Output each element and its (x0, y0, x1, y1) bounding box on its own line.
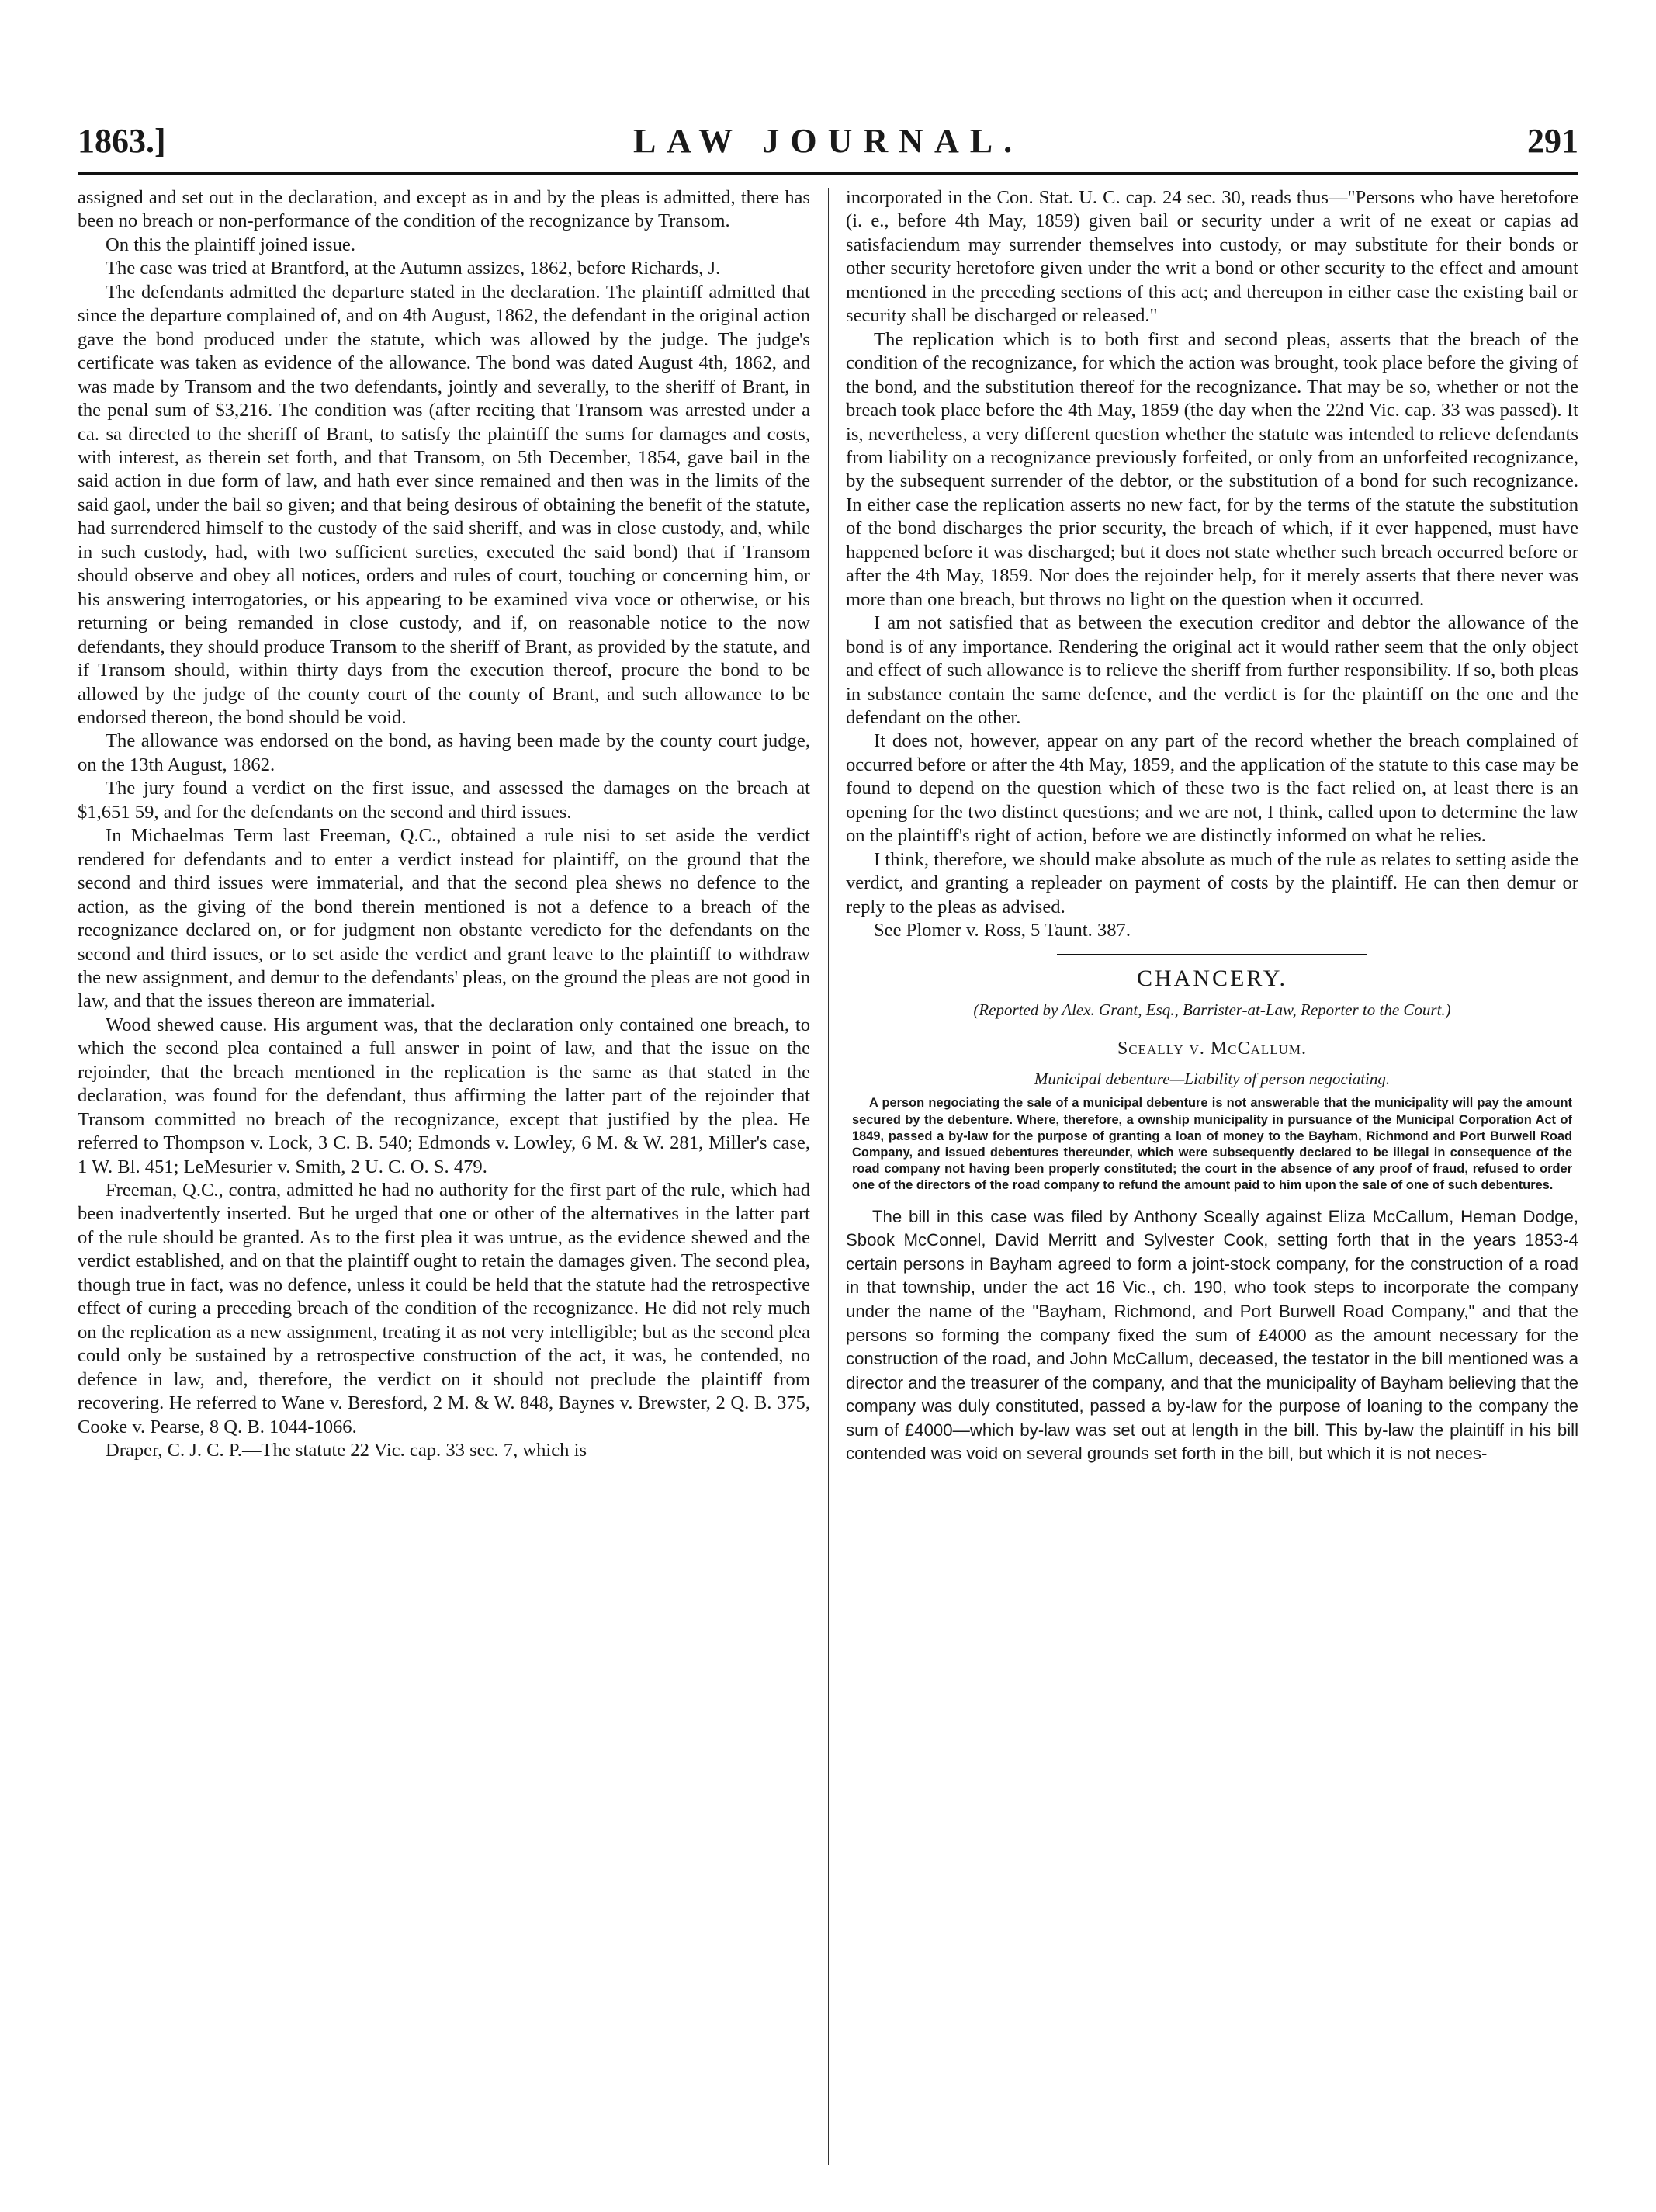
paragraph: I am not satisfied that as between the execution creditor and debtor the allowance of the bond is of any importance. Rendering the original act it would rather seem that the only object and effect of such allowance is to relieve the sheriff from further responsibility. If so, both pleas in substance contain the same defence, and the verdict is for the plaintiff on the one and the defendant on the other. (846, 612, 1578, 728)
paragraph: assigned and set out in the declaration, and except as in and by the pleas is admitted, there has been no breach or non-performance of the condition of the recognizance by Transom. (78, 187, 810, 232)
paragraph: It does not, however, appear on any part of the record whether the breach complained of occurred before or after the 4th May, 1859, and the application of the statute to this case may be found to depend on the question which of these two is the fact relied on, at least there is an opening for the two distinct questions; and we are not, I think, called upon to determine the law on the plaintiff's right of action, before we are distinctly informed on what he relies. (846, 730, 1578, 847)
section-rule (1057, 954, 1367, 959)
paragraph: On this the plaintiff joined issue. (106, 234, 355, 255)
left-column (78, 186, 810, 1462)
header-page-number: 291 (1527, 122, 1578, 160)
journal-page (78, 116, 1578, 2165)
page-header (78, 116, 1578, 171)
paragraph: The bill in this case was filed by Anthony Sceally against Eliza McCallum, Heman Dodge, Sbook McConnel, David Merritt and Sylvester Cook, setting forth that in the years 1853-4 certain persons in Bayham agreed to form a joint-stock company, for the construction of a road in that township, under the act 16 Vic., ch. 190, who took steps to incorporate the company under the name of the "Bayham, Richmond, and Port Burwell Road Company," and that the persons so forming the company fixed the sum of £4000 as the amount necessary for the construction of the road, and John McCallum, deceased, the testator in the bill mentioned was a director and the treasurer of the company, and that the municipality of Bayham believing that the company was duly constituted, passed a by-law for the purpose of loaning to the company the sum of £4000—which by-law was set out at length in the bill. This by-law the plaintiff in his bill contended was void on several grounds set forth in the bill, but which it is not neces- (846, 1206, 1578, 1464)
case-subtitle: Municipal debenture—Liability of person negociating. (1034, 1069, 1391, 1088)
paragraph: incorporated in the Con. Stat. U. C. cap. 24 sec. 30, reads thus—"Persons who have heretofore (i. e., before 4th May, 1859) given bail or security under a writ of ne exeat or capias ad satisfaciendum may surrender themselves into custody, or may substitute for their bonds or other security heretofore given under the writ a bond or other security to the effect and amount mentioned in the preceding sections of this act; and thereupon in either case the existing bail or security shall be discharged or released." (846, 187, 1578, 327)
headnote: A person negociating the sale of a municipal debenture is not answerable that the municipality will pay the amount secured by the debenture. Where, therefore, a ownship municipality in pursuance of the Municipal Corporation Act of 1849, passed a by-law for the purpose of granting a loan of money to the Bayham, Richmond and Port Burwell Road Company, and issued debentures thereunder, which were subsequently declared to be illegal in consequence of the road company not having been properly constituted; the court in the absence of any proof of fraud, refused to order one of the directors of the road company to refund the amount paid to him upon the sale of one of such debentures. (852, 1096, 1572, 1193)
paragraph: Wood shewed cause. His argument was, that the declaration only contained one breach, to which the second plea contained a full answer in point of law, and that the issue on the rejoinder, that the breach mentioned in the replication is the same as that stated in the declaration, was found for the defendant, thus affirming the latter part of the rejoinder that Transom committed no breach of the recognizance, except that justified by the plea. He referred to Thompson v. Lock, 3 C. B. 540; Edmonds v. Lowley, 6 M. & W. 281, Miller's case, 1 W. Bl. 451; LeMesurier v. Smith, 2 U. C. O. S. 479. (78, 1014, 810, 1177)
header-year: 1863.] (78, 122, 166, 160)
case-title: Sceally v. McCallum. (1117, 1038, 1308, 1059)
paragraph: I think, therefore, we should make absolute as much of the rule as relates to setting aside the verdict, and granting a repleader on payment of costs by the plaintiff. He can then demur or reply to the pleas as advised. (846, 848, 1578, 917)
header-title: LAW JOURNAL. (632, 122, 1024, 160)
paragraph: The jury found a verdict on the first issue, and assessed the damages on the breach at $1,651 59, and for the defendants on the second and third issues. (78, 778, 810, 823)
bill-section (846, 1205, 1578, 1467)
citation: See Plomer v. Ross, 5 Taunt. 387. (874, 920, 1131, 941)
right-column (846, 186, 1578, 1466)
paragraph: The allowance was endorsed on the bond, as having been made by the county court judge, on the 13th August, 1862. (78, 730, 810, 775)
paragraph: The defendants admitted the departure stated in the declaration. The plaintiff admitted that since the departure complained of, and on 4th August, 1862, the defendant in the original action gave the bond produced under the statute, which was allowed by the judge. The judge's certificate was taken as evidence of the allowance. The bond was dated August 4th, 1862, and was made by Transom and the two defendants, jointly and severally, to the sheriff of Brant, in the penal sum of $3,216. The condition was (after reciting that Transom was arrested under a ca. sa directed to the sheriff of Brant, to satisfy the plaintiff the sums for damages and costs, with interest, as therein set forth, and that Transom, on 5th December, 1854, gave bail in the said action in due form of law, and hath ever since remained and then was in the limits of the said gaol, under the bail so given; and that being desirous of obtaining the benefit of the statute, had surrendered himself to the custody of the said sheriff, and was in close custody, and, while in such custody, had, with two sufficient sureties, executed the said bond) that if Transom should observe and obey all notices, orders and rules of court, touching or concerning him, or his answering interrogatories, or his appearing to be examined viva voce or otherwise, or his returning or being remanded in close custody, and if, on reasonable notice to the now defendants, they should produce Transom to the sheriff of Brant, as provided by the statute, and if Transom should, within thirty days from the execution thereof, procure the bond to be allowed by the judge of the county court of the county of Brant, and such allowance to be endorsed thereon, the bond should be void. (78, 281, 810, 728)
paragraph: Draper, C. J. C. P.—The statute 22 Vic. cap. 33 sec. 7, which is (106, 1440, 587, 1461)
paragraph: In Michaelmas Term last Freeman, Q.C., obtained a rule nisi to set aside the verdict rendered for defendants and to enter a verdict instead for plaintiff, on the ground that the second and third issues were immaterial, and that the second plea shews no defence to the action, as the giving of the bond therein mentioned is not a defence to a breach of the recognizance declared on, or for judgment non obstante veredicto for the defendants on the second and third issues, or to set aside the verdict and grant leave to the plaintiff to withdraw the new assignment, and demur to the defendants' pleas, on the ground the pleas are not good in law, and that the issues thereon are immaterial. (78, 825, 810, 1012)
paragraph: The case was tried at Brantford, at the Autumn assizes, 1862, before Richards, J. (106, 258, 721, 279)
header-rule (78, 172, 1578, 175)
paragraph: Freeman, Q.C., contra, admitted he had no authority for the first part of the rule, which had been inadvertently inserted. But he urged that one or other of the alternatives in the latter part of the rule should be granted. As to the first plea it was untrue, as the evidence shewed and the verdict established, and on that the plaintiff ought to retain the damages given. The second plea, though true in fact, was no defence, unless it could be held that the statute had the retrospective effect of curing a preceding breach of the condition of the recognizance. He did not rely much on the replication as a new assignment, treating it as not very intelligible; but as the second plea could only be sustained by a retrospective construction of the act, it was, he contended, no defence in law, and, therefore, the verdict on it should not preclude the plaintiff from recovering. He referred to Wane v. Beresford, 2 M. & W. 848, Baynes v. Brewster, 2 Q. B. 375, Cooke v. Pearse, 8 Q. B. 1044-1066. (78, 1180, 810, 1437)
paragraph: The replication which is to both first and second pleas, asserts that the breach of the condition of the recognizance, for which the action was brought, took place before the giving of the bond, and the substitution thereof for the recognizance. That may be so, whether or not the breach took place before the 4th May, 1859 (the day when the 22nd Vic. cap. 33 was passed). It is, nevertheless, a very different question whether the statute was intended to relieve defendants from liability on a recognizance previously forfeited, or only from an unforfeited recognizance, by the subsequent surrender of the debtor, or the substitution of a bond for such recognizance. In either case the replication asserts no new fact, for by the terms of the statute the substitution of the bond discharges the prior security, the breach of which, if it ever happened, must have happened before it was discharged; but it does not state whether such breach occurred before or after the 4th May, 1859. Nor does the rejoinder help, for it merely asserts that there never was more than one breach, but throws no light on the question when it occurred. (846, 328, 1578, 610)
column-divider (828, 188, 829, 2165)
reporter-note: (Reported by Alex. Grant, Esq., Barrister-at-Law, Reporter to the Court.) (973, 1000, 1451, 1019)
section-title: CHANCERY. (1137, 965, 1287, 991)
